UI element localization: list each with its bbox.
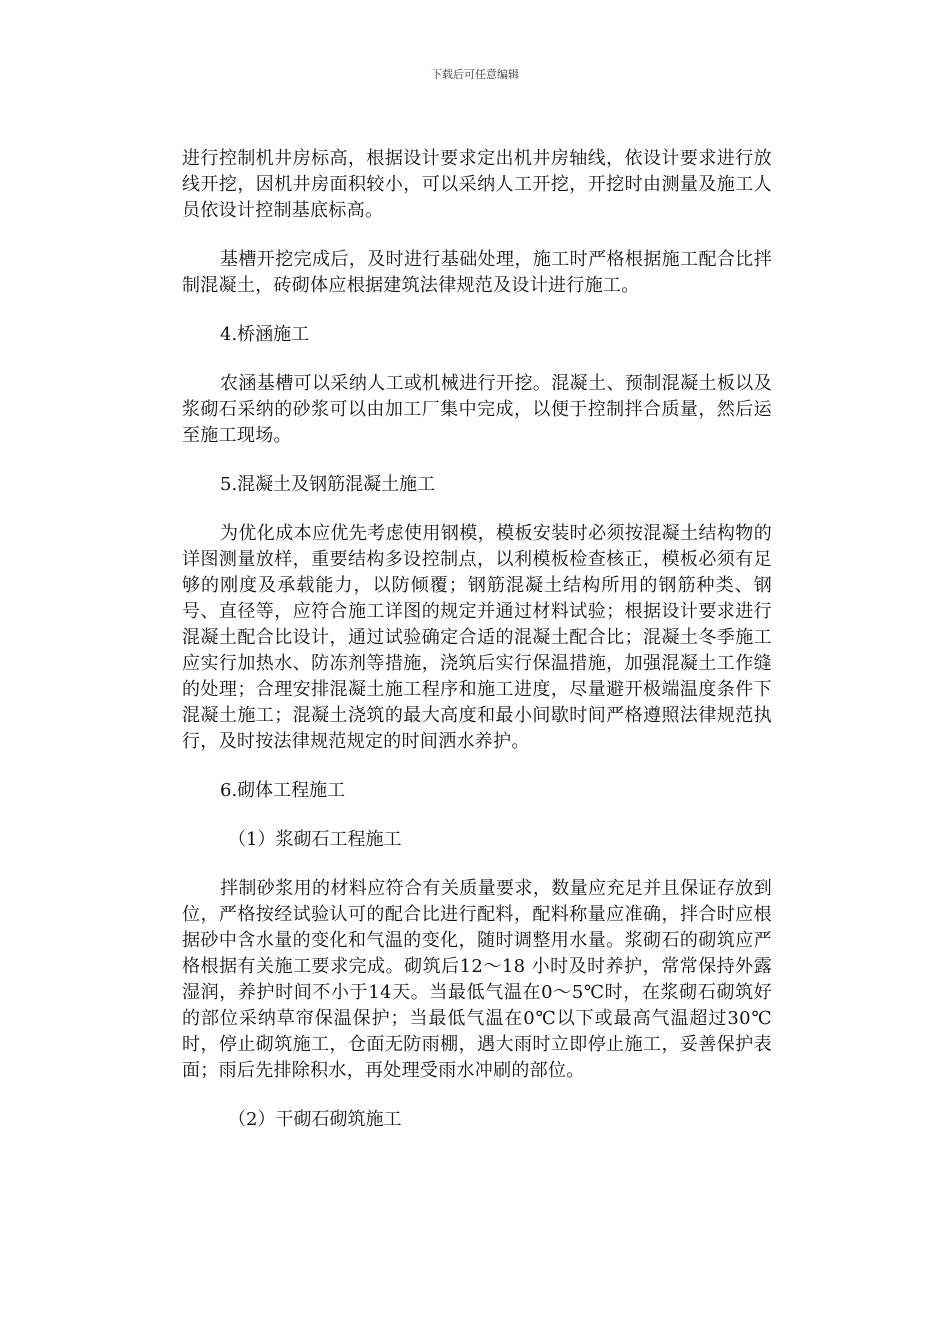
paragraph-culvert-excavation: 农涵基槽可以采纳人工或机械进行开挖。混凝土、预制混凝土板以及浆砌石采纳的砂浆可以由加工厂集中完成，以便于控制拌合质量，然后运至施工现场。	[182, 373, 772, 446]
page-header: 下载后可任意编辑	[431, 68, 519, 81]
section-heading-bridge-culvert: 4.桥涵施工	[220, 324, 310, 345]
section-heading-masonry: 6.砌体工程施工	[220, 780, 346, 801]
section-heading-concrete: 5.混凝土及钢筋混凝土施工	[220, 474, 436, 495]
paragraph-machine-well-house: 进行控制机井房标高，根据设计要求定出机井房轴线，依设计要求进行放线开挖，因机井房面积较小，可以采纳人工开挖，开挖时由测量及施工人员依设计控制基底标高。	[182, 148, 772, 221]
paragraph-concrete-construction: 为优化成本应优先考虑使用钢模，模板安装时必须按混凝土结构物的详图测量放样，重要结构多设控制点，以利模板检查核正，模板必须有足够的刚度及承载能力，以防倾覆；钢筋混凝土结构所用的钢筋种类、钢号、直径等，应符合施工详图的规定并通过材料试验；根据设计要求进行混凝土配合比设计，通过试验确定合适的混凝土配合比；混凝土冬季施工应实行加热水、防冻剂等措施，浇筑后实行保温措施，加强混凝土工作缝的处理；合理安排混凝土施工程序和施工进度，尽量避开极端温度条件下混凝土施工；混凝土浇筑的最大高度和最小间歇时间严格遵照法律规范执行，及时按法律规范规定的时间洒水养护。	[182, 523, 772, 752]
subheading-mortar-masonry: （1）浆砌石工程施工	[228, 829, 402, 850]
document-body	[182, 146, 772, 1156]
paragraph-foundation-trench: 基槽开挖完成后，及时进行基础处理，施工时严格根据施工配合比拌制混凝土，砖砌体应根据建筑法律规范及设计进行施工。	[182, 249, 772, 296]
paragraph-mortar-masonry: 拌制砂浆用的材料应符合有关质量要求，数量应充足并且保证存放到位，严格按经试验认可的配合比进行配料，配料称量应准确，拌合时应根据砂中含水量的变化和气温的变化，随时调整用水量。浆砌石的砌筑应严格根据有关施工要求完成。砌筑后12～18 小时及时养护，常常保持外露湿润，养护时间不小于14天。当最低气温在0～5℃时，在浆砌石砌筑好的部位采纳草帘保温保护；当最低气温在0℃以下或最高气温超过30℃时，停止砌筑施工，仓面无防雨棚，遇大雨时立即停止施工，妥善保护表面；雨后先排除积水，再处理受雨水冲刷的部位。	[182, 878, 772, 1081]
subheading-dry-masonry: （2）干砌石砌筑施工	[228, 1109, 402, 1130]
